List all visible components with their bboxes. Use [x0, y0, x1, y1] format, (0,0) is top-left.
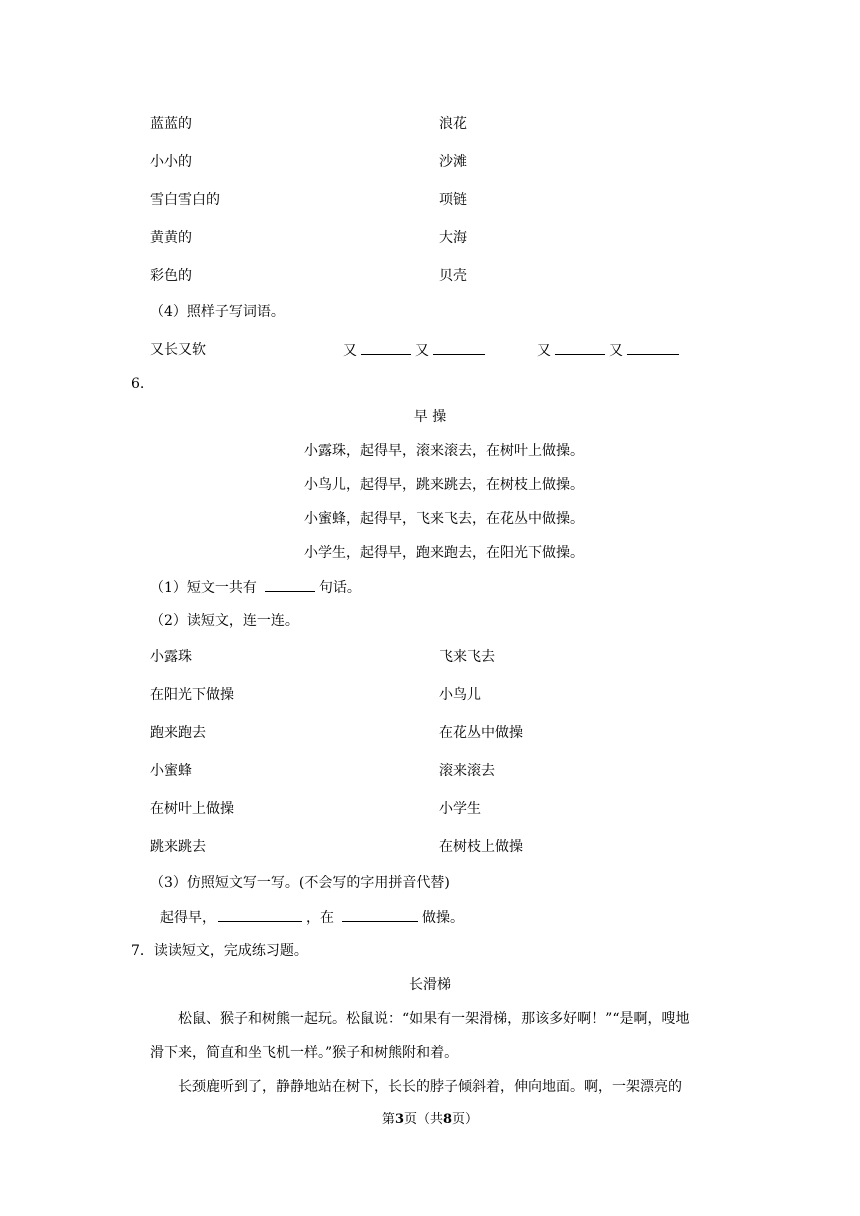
footer-a: 第 — [381, 1112, 395, 1127]
poem-line: 小鸟儿，起得早，跳来跳去，在树枝上做操。 — [304, 477, 584, 493]
fill-blank[interactable] — [342, 907, 418, 922]
match-right-item: 小学生 — [439, 801, 481, 817]
write-a: 起得早， — [160, 910, 216, 926]
match-left-item: 雪白雪白的 — [150, 192, 220, 208]
match-left-item: 彩色的 — [150, 268, 192, 284]
write-b: ，在 — [306, 910, 334, 926]
match-left-item: 跳来跳去 — [150, 839, 206, 855]
you-char: 又 — [343, 343, 357, 359]
q4-blank-group-2 — [537, 340, 683, 361]
match-left-item: 跑来跑去 — [150, 725, 206, 741]
match-left-item: 蓝蓝的 — [150, 116, 192, 132]
story-title: 长滑梯 — [409, 977, 451, 993]
poem-title: 早 操 — [413, 409, 447, 425]
match-right-item: 浪花 — [439, 116, 467, 132]
poem-line: 小露珠，起得早，滚来滚去，在树叶上做操。 — [304, 443, 584, 459]
match-left-item: 黄黄的 — [150, 230, 192, 246]
current-page-number: 3 — [394, 1112, 404, 1127]
match-right-item: 沙滩 — [439, 154, 467, 170]
you-char: 又 — [609, 343, 623, 359]
match-right-item: 小鸟儿 — [439, 687, 481, 703]
match-right-item: 飞来飞去 — [439, 649, 495, 665]
q6-sub2: （2）读短文，连一连。 — [150, 613, 299, 629]
footer-c: 页） — [452, 1112, 479, 1127]
q4-blank-group-1 — [343, 340, 489, 361]
footer-b: 页（共 — [403, 1112, 443, 1127]
story-paragraph-line: 长颈鹿听到了，静静地站在树下，长长的脖子倾斜着，伸向地面。啊，一架漂亮的 — [178, 1079, 682, 1095]
q4-instruction: （4）照样子写词语。 — [150, 304, 285, 320]
q4-example: 又长又软 — [150, 342, 206, 358]
fill-blank[interactable] — [433, 340, 485, 355]
fill-blank[interactable] — [627, 340, 679, 355]
q6-sub3: （3）仿照短文写一写。(不会写的字用拼音代替) — [150, 875, 450, 891]
story-paragraph-line: 滑下来，简直和坐飞机一样。”猴子和树熊附和着。 — [150, 1045, 459, 1061]
you-char: 又 — [415, 343, 429, 359]
match-left-item: 小露珠 — [150, 649, 192, 665]
match-right-item: 贝壳 — [439, 268, 467, 284]
sub1-suffix: 句话。 — [318, 580, 361, 596]
fill-blank[interactable] — [361, 340, 411, 355]
fill-blank[interactable] — [265, 577, 315, 592]
match-right-item: 大海 — [439, 230, 467, 246]
total-page-number: 8 — [443, 1112, 453, 1127]
match-right-item: 滚来滚去 — [439, 763, 495, 779]
match-right-item: 在树枝上做操 — [439, 839, 523, 855]
fill-blank[interactable] — [555, 340, 605, 355]
match-left-item: 在树叶上做操 — [150, 801, 234, 817]
you-char: 又 — [537, 343, 551, 359]
poem-line: 小蜜蜂，起得早，飞来飞去，在花丛中做操。 — [304, 511, 584, 527]
page-footer — [0, 1110, 860, 1130]
match-left-item: 小小的 — [150, 154, 192, 170]
match-left-item: 在阳光下做操 — [150, 687, 234, 703]
q7-heading: 7．读读短文，完成练习题。 — [131, 943, 308, 959]
q6-write-line — [160, 907, 464, 928]
match-left-item: 小蜜蜂 — [150, 763, 192, 779]
match-right-item: 在花丛中做操 — [439, 725, 523, 741]
sub1-prefix: （1）短文一共有 — [150, 580, 257, 596]
write-c: 做操。 — [422, 910, 464, 926]
story-paragraph-line: 松鼠、猴子和树熊一起玩。松鼠说：“如果有一架滑梯，那该多好啊！”“是啊，嗖地 — [178, 1011, 690, 1027]
poem-line: 小学生，起得早，跑来跑去，在阳光下做操。 — [304, 545, 584, 561]
question-number: 6. — [131, 376, 145, 392]
fill-blank[interactable] — [218, 907, 302, 922]
q6-sub1 — [150, 577, 361, 598]
match-right-item: 项链 — [439, 192, 467, 208]
